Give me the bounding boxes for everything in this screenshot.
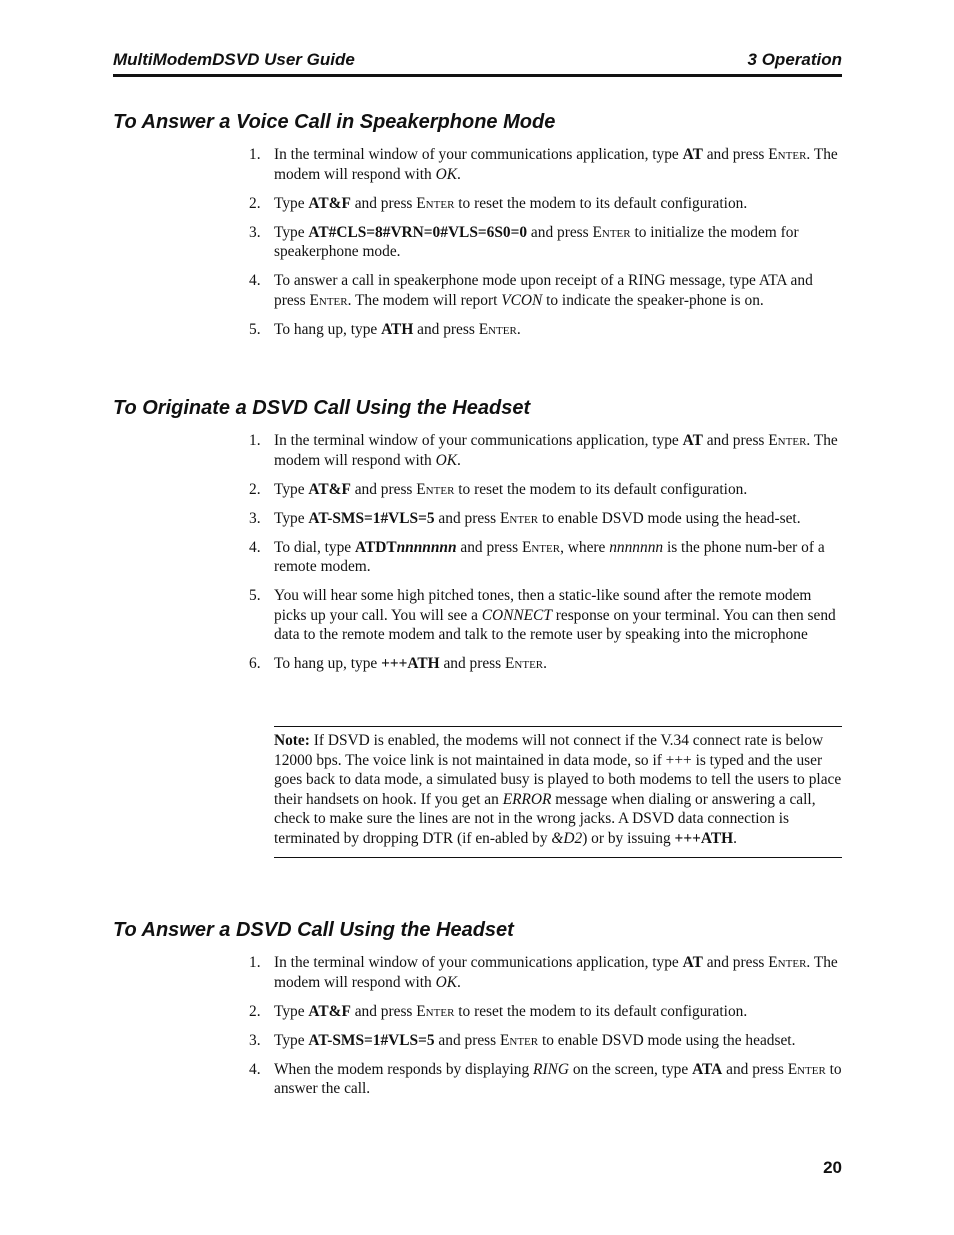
text-run: to enable DSVD mode using the headset. bbox=[538, 1031, 796, 1049]
step-number: 1. bbox=[249, 432, 261, 449]
text-run: ATA bbox=[692, 1060, 723, 1078]
text-run: AT&F bbox=[308, 480, 351, 498]
text-run: and press bbox=[439, 655, 506, 673]
step-item bbox=[249, 145, 844, 184]
text-run: and press bbox=[702, 954, 769, 971]
step-item bbox=[249, 320, 844, 340]
text-run: to indicate the speaker-phone is on. bbox=[542, 291, 764, 309]
text-run: AT&F bbox=[308, 1002, 351, 1020]
text-run: Type bbox=[274, 194, 309, 212]
text-run: Enter bbox=[478, 320, 517, 338]
text-run: nnnnnnn bbox=[396, 538, 457, 556]
text-run: . The modem will respond with bbox=[274, 432, 838, 469]
running-header bbox=[113, 48, 842, 77]
text-run: Enter bbox=[309, 291, 348, 309]
section-heading-answer-dsvd-headset: To Answer a DSVD Call Using the Headset bbox=[113, 919, 514, 941]
step-number: 6. bbox=[249, 655, 261, 673]
text-run: . The modem will report bbox=[347, 291, 502, 309]
text-run: . bbox=[733, 829, 737, 847]
text-run: is the phone num-ber of a remote modem. bbox=[274, 538, 825, 576]
text-run: +++ATH bbox=[381, 655, 440, 673]
text-run: ERROR bbox=[502, 790, 552, 808]
text-run: . bbox=[456, 165, 461, 183]
text-run: In the terminal window of your communications application, type bbox=[274, 432, 683, 449]
text-run: CONNECT bbox=[481, 606, 552, 624]
text-run: Enter bbox=[592, 223, 631, 241]
step-number: 3. bbox=[249, 1031, 261, 1049]
text-run: ATH bbox=[381, 320, 414, 338]
text-run: message when dialing or answering a call, check to make sure the lines are not in the wrong jacks. A DSVD data connection is terminated by dropping DTR (if en-abled by bbox=[274, 790, 816, 847]
text-run: Type bbox=[274, 1031, 309, 1049]
text-run: and press bbox=[527, 223, 593, 241]
step-item bbox=[249, 480, 844, 500]
step-number: 4. bbox=[249, 538, 261, 556]
text-run: and press bbox=[702, 432, 769, 449]
text-run: In the terminal window of your communications application, type bbox=[274, 146, 683, 163]
step-item bbox=[249, 194, 844, 214]
step-number: 1. bbox=[249, 146, 261, 163]
step-number: 3. bbox=[249, 509, 261, 527]
text-run: , where bbox=[560, 538, 610, 556]
steps-answer-dsvd-headset bbox=[249, 953, 844, 1108]
text-run: To dial, type bbox=[274, 538, 355, 556]
text-run: OK bbox=[435, 973, 457, 991]
step-number: 1. bbox=[249, 954, 261, 971]
text-run: To answer a call in speakerphone mode upon receipt of a RING message, type ATA and press bbox=[274, 272, 813, 309]
text-run: In the terminal window of your communications application, type bbox=[274, 954, 683, 971]
text-run: ) or by issuing bbox=[582, 829, 675, 847]
step-number: 5. bbox=[249, 587, 261, 605]
text-run: Enter bbox=[787, 1060, 826, 1078]
step-item bbox=[249, 431, 844, 470]
text-run: . The modem will respond with bbox=[274, 954, 838, 991]
text-run: and press bbox=[350, 1002, 417, 1020]
step-item bbox=[249, 271, 844, 310]
text-run: OK bbox=[435, 165, 457, 183]
text-run: and press bbox=[722, 1060, 788, 1078]
step-item bbox=[249, 538, 844, 577]
text-run: and press bbox=[350, 194, 417, 212]
text-run: Type bbox=[274, 480, 309, 498]
step-item bbox=[249, 509, 844, 529]
text-run: to reset the modem to its default configuration. bbox=[454, 194, 748, 212]
text-run: AT bbox=[682, 432, 703, 449]
document-title: MultiModemDSVD User Guide bbox=[113, 50, 355, 69]
text-run: and press bbox=[456, 538, 522, 556]
text-run: to answer the call. bbox=[274, 1060, 842, 1098]
step-number: 2. bbox=[249, 480, 261, 498]
step-number: 3. bbox=[249, 223, 261, 241]
text-run: AT-SMS=1#VLS=5 bbox=[308, 1031, 435, 1049]
step-number: 2. bbox=[249, 194, 261, 212]
note-box bbox=[274, 726, 842, 858]
step-item bbox=[249, 223, 844, 262]
text-run: Enter bbox=[768, 954, 807, 971]
text-run: When the modem responds by displaying bbox=[274, 1060, 534, 1078]
text-run: and press bbox=[434, 1031, 500, 1049]
text-run: to enable DSVD mode using the head-set. bbox=[538, 509, 801, 527]
text-run: Enter bbox=[416, 1002, 455, 1020]
text-run: Type bbox=[274, 509, 309, 527]
text-run: If DSVD is enabled, the modems will not connect if the V.34 connect rate is below 12000 bps. The voice link is not maintained in data mode, so if +++ is typed and the user goes back to data mode, a simulated busy is played to both modems to tell the users to place their handsets on hook. If you get an bbox=[274, 732, 842, 808]
text-run: +++ATH bbox=[674, 829, 734, 847]
chapter-title: 3 Operation bbox=[747, 50, 842, 69]
text-run: Type bbox=[274, 1002, 309, 1020]
text-run: Enter bbox=[416, 194, 455, 212]
step-item bbox=[249, 1060, 844, 1099]
text-run: Type bbox=[274, 223, 309, 241]
text-run: Enter bbox=[505, 655, 544, 673]
step-number: 4. bbox=[249, 1060, 261, 1078]
text-run: ATDT bbox=[355, 538, 397, 556]
text-run: . bbox=[516, 320, 521, 338]
text-run: Enter bbox=[416, 480, 455, 498]
step-item bbox=[249, 953, 844, 992]
text-run: on the screen, type bbox=[568, 1060, 693, 1078]
text-run: response on your terminal. You can then send data to the remote modem and talk to the remote user by speaking into the microphone bbox=[274, 606, 836, 644]
text-run: and press bbox=[413, 320, 479, 338]
text-run: . bbox=[456, 973, 461, 991]
page-number: 20 bbox=[823, 1158, 842, 1177]
step-number: 5. bbox=[249, 320, 261, 338]
steps-originate-dsvd-headset bbox=[249, 431, 844, 683]
step-item bbox=[249, 586, 844, 645]
text-run: and press bbox=[702, 146, 769, 163]
text-run: AT-SMS=1#VLS=5 bbox=[308, 509, 435, 527]
steps-answer-voice-speakerphone bbox=[249, 145, 844, 349]
text-run: Enter bbox=[521, 538, 561, 556]
section-heading-answer-voice-speakerphone: To Answer a Voice Call in Speakerphone Mode bbox=[113, 111, 556, 133]
text-run: . bbox=[456, 451, 461, 469]
text-run: AT#CLS=8#VRN=0#VLS=6S0=0 bbox=[308, 223, 528, 241]
step-item bbox=[249, 1002, 844, 1022]
step-item bbox=[249, 1031, 844, 1051]
text-run: To hang up, type bbox=[274, 320, 382, 338]
text-run: . The modem will respond with bbox=[274, 146, 838, 183]
text-run: You will hear some high pitched tones, then a static-like sound after the remote modem picks up your call. You will see a bbox=[274, 587, 812, 624]
text-run: and press bbox=[434, 509, 500, 527]
text-run: AT bbox=[682, 146, 703, 163]
text-run: nnnnnnn bbox=[609, 538, 664, 556]
text-run: Enter bbox=[768, 432, 807, 449]
text-run: to reset the modem to its default configuration. bbox=[454, 1002, 748, 1020]
section-heading-originate-dsvd-headset: To Originate a DSVD Call Using the Headset bbox=[113, 397, 531, 419]
text-run: AT&F bbox=[308, 194, 351, 212]
text-run: to reset the modem to its default configuration. bbox=[454, 480, 748, 498]
text-run: Enter bbox=[499, 1031, 539, 1049]
text-run: To hang up, type bbox=[274, 655, 382, 673]
text-run: AT bbox=[682, 954, 703, 971]
text-run: and press bbox=[350, 480, 417, 498]
text-run: VCON bbox=[501, 291, 543, 309]
text-run: &D2 bbox=[551, 829, 583, 847]
text-run: OK bbox=[435, 451, 457, 469]
step-number: 2. bbox=[249, 1002, 261, 1020]
step-item bbox=[249, 654, 844, 674]
text-run: Enter bbox=[768, 146, 807, 163]
step-number: 4. bbox=[249, 272, 261, 290]
text-run: Note: bbox=[274, 732, 310, 749]
text-run: Enter bbox=[499, 509, 539, 527]
text-run: to initialize the modem for speakerphone mode. bbox=[274, 223, 799, 261]
text-run: . bbox=[543, 655, 547, 673]
text-run: RING bbox=[533, 1060, 569, 1078]
